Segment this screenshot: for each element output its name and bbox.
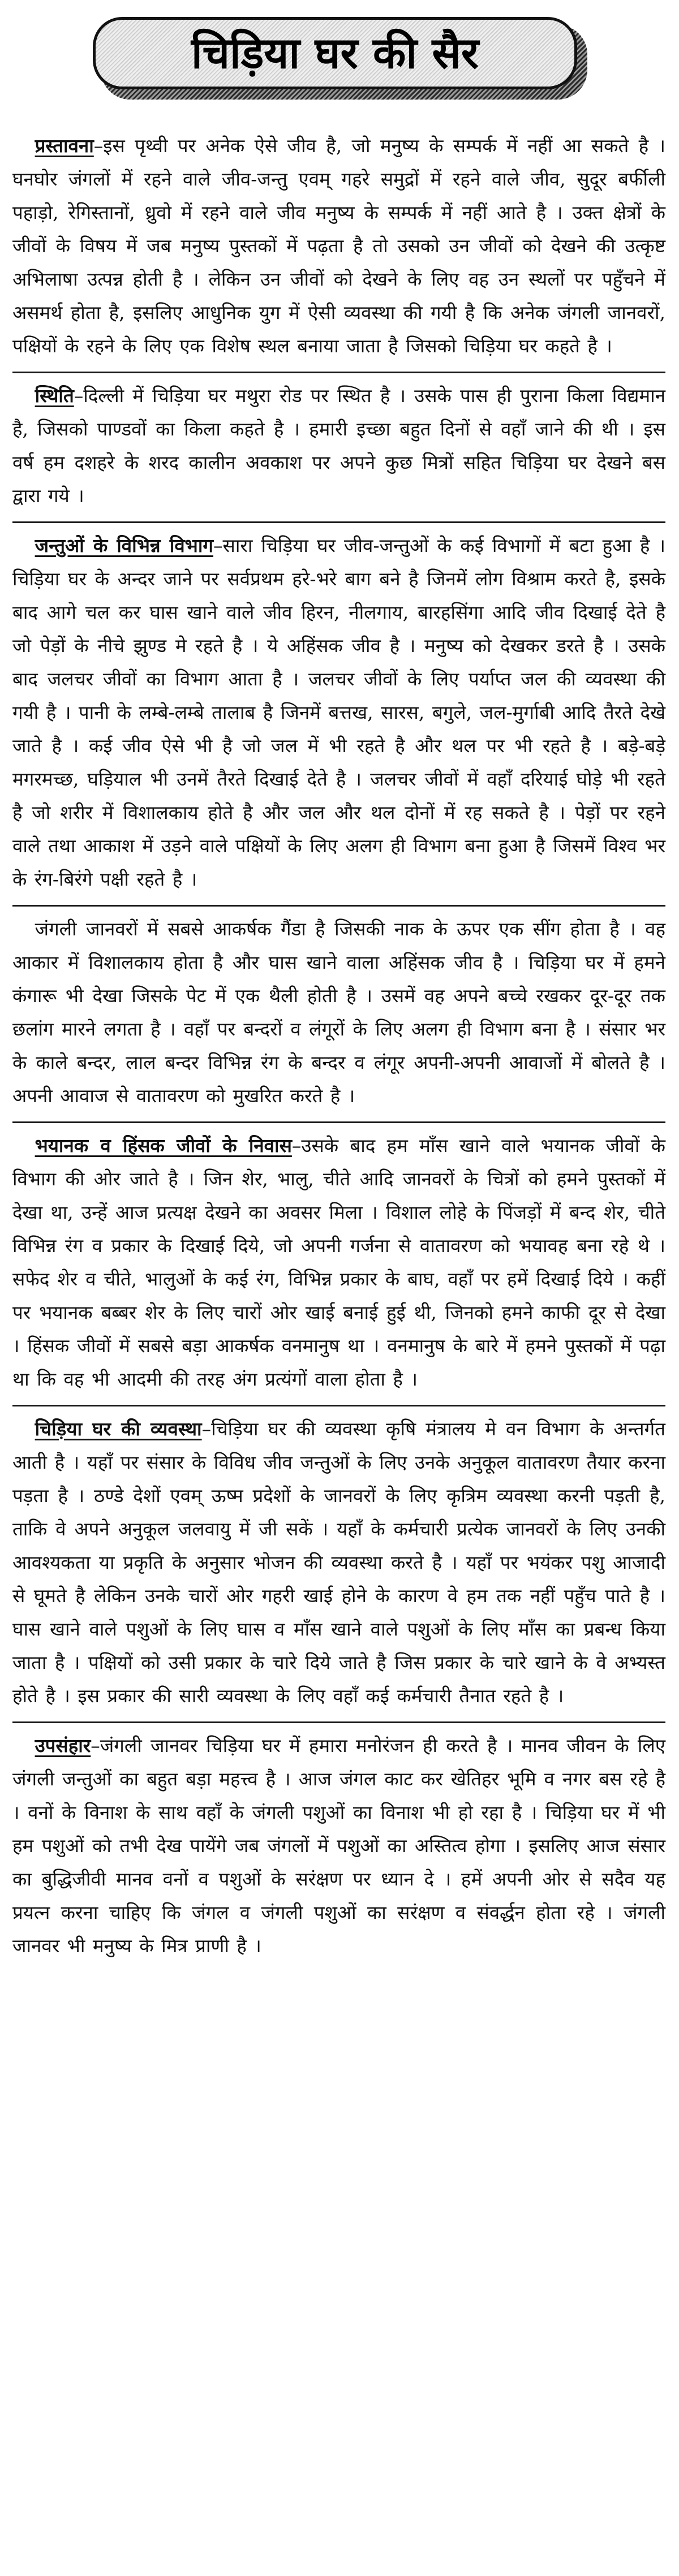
section-heading: उपसंहार bbox=[35, 1734, 91, 1757]
section-wild-animals bbox=[12, 905, 665, 1112]
section-predators bbox=[12, 1121, 665, 1396]
section-animal-departments bbox=[12, 521, 665, 896]
section-text: –उसके बाद हम माँस खाने वाले भयानक जीवों के विभाग की ओर जाते है । जिन शेर, भालु, चीते आदि जानवरों के चित्रों को हमने पुस्तकों में देखा था, उन्हें आज प्रत्यक्ष देखने का अवसर मिला । विशाल लोहे के पिंजड़ों में बन्द शेर, चीते विभिन्न रंग व प्रकार के दिखाई दिये, जो अपनी गर्जना से वातावरण को भयावह बना रहे थे । सफेद शेर व चीते, भालुओं के कई रंग, विभिन्न प्रकार के बाघ, वहाँ पर हमें दिखाई दिये । कहीं पर भयानक बब्बर शेर के लिए चारों ओर खाई बनाई हुई थी, जिनको हमने काफी दूर से देखा । हिंसक जीवों में सबसे बड़ा आकर्षक वनमानुष था । वनमानुष के बारे में हमने पुस्तकों में पढ़ा था कि वह भी आदमी की तरह अंग प्रत्यंगों वाला होता है । bbox=[12, 1134, 665, 1390]
section-paragraph bbox=[12, 1729, 665, 1962]
section-zoo-management bbox=[12, 1405, 665, 1712]
section-heading: स्थिति bbox=[35, 385, 74, 407]
section-paragraph bbox=[12, 1129, 665, 1396]
section-paragraph bbox=[12, 912, 665, 1112]
section-text: –दिल्ली में चिड़िया घर मथुरा रोड पर स्थित है । उसके पास ही पुराना किला विद्यमान है, जिसको पाण्डवों का किला कहते है । हमारी इच्छा बहुत दिनों से वहाँ जाने की थी । इस वर्ष हम दशहरे के शरद कालीन अवकाश पर अपने कुछ मित्रों सहित चिड़िया घर देखने बस द्वारा गये । bbox=[12, 385, 665, 507]
section-text: –सारा चिड़िया घर जीव-जन्तुओं के कई विभागों में बटा हुआ है । चिड़िया घर के अन्दर जाने पर सर्वप्रथम हरे-भरे बाग बने है जिनमें लोग विश्राम करते है, इसके बाद आगे चल कर घास खाने वाले जीव हिरन, नीलगाय, बारहसिंगा आदि जीव दिखाई देते है जो पेड़ों के नीचे झुण्ड मे रहते है । ये अहिंसक जीव है । मनुष्य को देखकर डरते है । उसके बाद जलचर जीवों का विभाग आता है । जलचर जीवों के लिए पर्याप्त जल की व्यवस्था की गयी है । पानी के लम्बे-लम्बे तालाब है जिनमें बत्तख, सारस, बगुले, जल-मुर्गाबी आदि तैरते देखे जाते है । कई जीव ऐसे भी है जो जल में भी रहते है और थल पर भी रहते है । बड़े-बड़े मगरमच्छ, घड़ियाल भी उनमें तैरते दिखाई देते है । जलचर जीवों में वहाँ दरियाई घोड़े भी रहते है जो शरीर में विशालकाय होते है और जल और थल दोनों में रह सकते है । पेड़ों पर रहने वाले तथा आकाश में उड़ने वाले पक्षियों के लिए अलग ही विभाग बना हुआ है जिसमें विश्व भर के रंग-बिरंगे पक्षी रहते है । bbox=[12, 534, 665, 890]
section-heading: भयानक व हिंसक जीवों के निवास bbox=[35, 1134, 292, 1157]
section-heading: चिड़िया घर की व्यवस्था bbox=[35, 1418, 202, 1440]
section-paragraph bbox=[12, 129, 665, 363]
section-location bbox=[12, 372, 665, 512]
essay-title: चिड़िया घर की सैर bbox=[191, 28, 479, 78]
section-paragraph bbox=[12, 529, 665, 896]
title-banner-box bbox=[93, 17, 577, 89]
section-heading: प्रस्तावना bbox=[35, 135, 94, 157]
section-text: –जंगली जानवर चिड़िया घर में हमारा मनोरंजन ही करते है । मानव जीवन के लिए जंगली जन्तुओं का बहुत बड़ा महत्त्व है । आज जंगल काट कर खेतिहर भूमि व नगर बस रहे है । वनों के विनाश के साथ वहाँ के जंगली पशुओं का विनाश भी हो रहा है । चिड़िया घर में भी हम पशुओं को तभी देख पायेंगे जब जंगलों में पशुओं का अस्तित्व होगा । इसलिए आज संसार का बुद्धिजीवी मानव वनों व पशुओं के सरंक्षण पर ध्यान दे । हमें अपनी ओर से सदैव यह प्रयत्न करना चाहिए कि जंगल व जंगली पशुओं का सरंक्षण व संवर्द्धन होता रहे । जंगली जानवर भी मनुष्य के मित्र प्राणी है । bbox=[12, 1734, 665, 1957]
section-paragraph bbox=[12, 1412, 665, 1712]
essay-page bbox=[0, 17, 679, 2576]
section-heading: जन्तुओं के विभिन्न विभाग bbox=[35, 534, 214, 556]
section-text: जंगली जानवरों में सबसे आकर्षक गैंडा है जिसकी नाक के ऊपर एक सींग होता है । वह आकार में विशालकाय होता है और घास खाने वाला अहिंसक जीव है । चिड़िया घर में हमने कंगारू भी देखा जिसके पेट में एक थैली होती है । उसमें वह अपने बच्चे रखकर दूर-दूर तक छलांग मारने लगता है । वहाँ पर बन्दरों व लंगूरों के लिए अलग ही विभाग बना है । संसार भर के काले बन्दर, लाल बन्दर विभिन्न रंग के बन्दर व लंगूर अपनी-अपनी आवाजों में बोलते है । अपनी आवाज से वातावरण को मुखरित करते है । bbox=[12, 918, 665, 1107]
section-text: –इस पृथ्वी पर अनेक ऐसे जीव है, जो मनुष्य के सम्पर्क में नहीं आ सकते है । घनघोर जंगलों में रहने वाले जीव-जन्तु एवम् गहरे समुद्रों में रहने वाले जीव, सुदूर बर्फीली पहाड़ो, रेगिस्तानों, ध्रुवो में रहने वाले जीव मनुष्य के सम्पर्क में नहीं आते है । उक्त क्षेत्रों के जीवों के विषय में जब मनुष्य पुस्तकों में पढ़ता है तो उसको उन जीवों को देखने की उत्कृष्ट अभिलाषा उत्पन्न होती है । लेकिन उन जीवों को देखने के लिए वह उन स्थलों पर पहुँचने में असमर्थ होता है, इसलिए आधुनिक युग में ऐसी व्यवस्था की गयी है कि अनेक जंगली जानवरों, पक्षियों के रहने के लिए एक विशेष स्थल बनाया जाता है जिसको चिड़िया घर कहते है । bbox=[12, 135, 665, 357]
section-introduction bbox=[12, 129, 665, 363]
section-paragraph bbox=[12, 379, 665, 512]
section-conclusion bbox=[12, 1721, 665, 1962]
title-banner bbox=[93, 17, 585, 102]
section-text: –चिड़िया घर की व्यवस्था कृषि मंत्रालय मे वन विभाग के अन्तर्गत आती है । यहाँ पर संसार के विविध जीव जन्तुओं के लिए उनके अनुकूल वातावरण तैयार करना पड़ता है । ठण्डे देशों एवम् ऊष्म प्रदेशों के जानवरों के लिए कृत्रिम व्यवस्था करनी पड़ती है, ताकि वे अपने अनुकूल जलवायु में जी सकें । यहाँ के कर्मचारी प्रत्येक जानवरों के लिए उनकी आवश्यकता या प्रकृति के अनुसार भोजन की व्यवस्था करते है । यहाँ पर भयंकर पशु आजादी से घूमते है लेकिन उनके चारों ओर गहरी खाई होने के कारण वे हम तक नहीं पहुँच पाते है । घास खाने वाले पशुओं के लिए घास व माँस खाने वाले पशुओं के लिए माँस का प्रबन्ध किया जाता है । पक्षियों को उसी प्रकार के चारे दिये जाते है जिस प्रकार के चारे खाने के वे अभ्यस्त होते है । इस प्रकार की सारी व्यवस्था के लिए वहाँ कई कर्मचारी तैनात रहते है । bbox=[12, 1418, 665, 1707]
